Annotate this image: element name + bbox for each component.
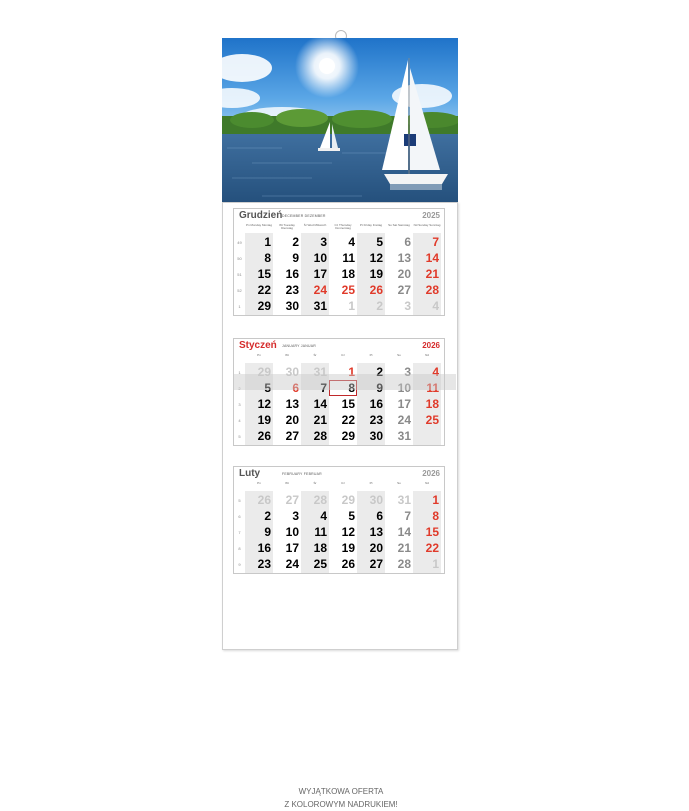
- day-cell: [357, 428, 385, 444]
- day-number: 3: [292, 509, 299, 523]
- sailboat-photo: [222, 38, 458, 223]
- day-number: 1: [264, 235, 271, 249]
- week-number: 9: [238, 562, 241, 567]
- day-cell: [329, 250, 357, 266]
- day-number: 13: [369, 525, 383, 539]
- day-cell: [273, 524, 301, 540]
- day-number: 6: [376, 509, 383, 523]
- day-number: 30: [285, 299, 299, 313]
- day-number: 22: [425, 541, 439, 555]
- day-number: 10: [313, 251, 327, 265]
- day-cell: [385, 250, 413, 266]
- day-number: 5: [264, 381, 271, 395]
- weekday-label: Cz: [341, 353, 345, 357]
- week-number: 52: [237, 288, 242, 293]
- day-cell: [329, 556, 357, 572]
- day-number: 17: [313, 267, 327, 281]
- day-number: 14: [313, 397, 327, 411]
- day-cell: [245, 508, 273, 524]
- day-cell: [413, 508, 441, 524]
- day-number: 11: [426, 381, 439, 395]
- day-number: 25: [313, 557, 327, 571]
- day-number: 5: [376, 235, 383, 249]
- day-cell: [245, 298, 273, 314]
- day-number: 26: [369, 283, 383, 297]
- day-cell: [273, 234, 301, 250]
- day-number: 18: [341, 267, 355, 281]
- footer-line-2: Z KOLOROWYM NADRUKIEM!: [284, 800, 398, 809]
- day-cell: [273, 282, 301, 298]
- sailboat-image: [222, 38, 458, 223]
- weekday-label: Wt: [285, 481, 289, 485]
- day-cell: [385, 412, 413, 428]
- day-number: 22: [341, 413, 355, 427]
- day-number: 26: [257, 493, 271, 507]
- week-number: 3: [238, 402, 241, 407]
- day-number: 1: [432, 493, 439, 507]
- day-cell: [273, 556, 301, 572]
- day-cell: [385, 282, 413, 298]
- day-number: 7: [404, 509, 411, 523]
- day-cell: [301, 250, 329, 266]
- day-number: 21: [397, 541, 411, 555]
- day-number: 28: [397, 557, 411, 571]
- day-number: 3: [320, 235, 327, 249]
- month-subtitle: FEBRUARY FEBRUAR: [282, 472, 322, 476]
- day-number: 7: [320, 381, 327, 395]
- day-cell: [329, 282, 357, 298]
- month-name: Luty: [239, 468, 261, 479]
- day-cell: [357, 234, 385, 250]
- day-cell: [357, 266, 385, 282]
- day-number: 17: [397, 397, 411, 411]
- day-number: 14: [425, 251, 439, 265]
- week-number: 1: [238, 370, 241, 375]
- weekday-label: Śr: [313, 481, 317, 485]
- week-number: 6: [238, 514, 241, 519]
- weekday-label: Nd Sunday Sonntag: [413, 223, 441, 227]
- day-cell: [301, 234, 329, 250]
- week-number: 5: [238, 434, 241, 439]
- day-number: 25: [425, 413, 439, 427]
- day-number: 3: [404, 299, 411, 313]
- day-cell: [245, 556, 273, 572]
- day-cell: [245, 282, 273, 298]
- day-cell: [273, 250, 301, 266]
- month-subtitle: JANUARY JANUAR: [282, 344, 316, 348]
- day-number: 6: [404, 235, 411, 249]
- day-number: 30: [285, 365, 299, 379]
- weekday-label: So Sat Samstag: [388, 223, 410, 227]
- day-cell: [357, 250, 385, 266]
- week-number: 1: [238, 304, 241, 309]
- day-cell: [245, 234, 273, 250]
- day-number: 2: [292, 235, 299, 249]
- month-block-1: [233, 208, 445, 316]
- day-cell: [357, 524, 385, 540]
- weekday-label: Nd: [425, 481, 429, 485]
- day-number: 23: [257, 557, 271, 571]
- day-number: 6: [292, 381, 299, 395]
- weekday-label: Pt Friday Freitag: [359, 223, 383, 227]
- day-cell: [385, 234, 413, 250]
- day-number: 19: [257, 413, 271, 427]
- day-cell: [301, 396, 329, 412]
- day-cell: [357, 492, 385, 508]
- day-cell: [385, 396, 413, 412]
- day-cell: [273, 298, 301, 314]
- weekday-label: Pn Monday Montag: [245, 223, 272, 227]
- date-marker-stripe[interactable]: [233, 374, 456, 390]
- day-cell: [245, 428, 273, 444]
- day-cell: [301, 508, 329, 524]
- day-number: 2: [264, 509, 271, 523]
- day-cell: [385, 266, 413, 282]
- week-number: 51: [237, 272, 242, 277]
- day-cell: [301, 282, 329, 298]
- day-cell: [301, 298, 329, 314]
- week-number: 7: [238, 530, 241, 535]
- day-cell: [273, 428, 301, 444]
- day-cell: [301, 412, 329, 428]
- weekday-label: Śr: [313, 353, 317, 357]
- day-number: 28: [313, 429, 327, 443]
- weekday-label: Pt: [369, 353, 373, 357]
- day-cell: [385, 540, 413, 556]
- day-number: 27: [285, 493, 299, 507]
- day-cell: [413, 556, 441, 572]
- day-cell: [413, 396, 441, 412]
- day-number: 30: [369, 493, 383, 507]
- week-number: 50: [237, 256, 242, 261]
- day-number: 28: [313, 493, 327, 507]
- month-name: Styczeń: [239, 340, 277, 351]
- day-number: 26: [341, 557, 355, 571]
- day-cell: [413, 234, 441, 250]
- weekday-label: So: [397, 353, 401, 357]
- day-cell: [385, 524, 413, 540]
- day-number: 20: [369, 541, 383, 555]
- day-grid: [234, 224, 444, 316]
- day-number: 16: [369, 397, 383, 411]
- day-cell: [245, 492, 273, 508]
- day-number: 31: [397, 429, 411, 443]
- day-cell: [357, 282, 385, 298]
- day-cell: [385, 428, 413, 444]
- weekday-label: Śr Wed Mittwoch: [303, 223, 327, 227]
- weekday-label: Cz Thursday Donnerstag: [334, 223, 352, 230]
- day-grid: [234, 482, 444, 574]
- day-cell: [329, 266, 357, 282]
- day-number: 30: [369, 429, 383, 443]
- day-number: 21: [425, 267, 439, 281]
- day-cell: [301, 556, 329, 572]
- day-cell: [301, 266, 329, 282]
- day-cell: [329, 540, 357, 556]
- day-number: 8: [348, 381, 355, 395]
- day-cell: [357, 508, 385, 524]
- day-number: 10: [285, 525, 299, 539]
- day-cell: [301, 540, 329, 556]
- day-cell: [245, 412, 273, 428]
- day-number: 29: [257, 365, 271, 379]
- month-subtitle: DECEMBER DEZEMBER: [282, 214, 326, 218]
- day-cell: [357, 540, 385, 556]
- week-number: 4: [238, 418, 241, 423]
- day-number: 8: [264, 251, 271, 265]
- day-cell: [385, 556, 413, 572]
- day-cell: [413, 428, 441, 444]
- day-number: 4: [432, 365, 439, 379]
- weekday-label: Pt: [369, 481, 373, 485]
- week-number: 2: [238, 386, 241, 391]
- day-number: 29: [341, 493, 355, 507]
- day-number: 4: [320, 509, 327, 523]
- day-number: 19: [369, 267, 383, 281]
- day-cell: [385, 492, 413, 508]
- day-number: 4: [432, 299, 439, 313]
- month-header: [234, 467, 444, 481]
- day-cell: [413, 250, 441, 266]
- day-number: 13: [285, 397, 299, 411]
- day-number: 22: [257, 283, 271, 297]
- day-number: 24: [285, 557, 299, 571]
- weekday-label: Nd: [425, 353, 429, 357]
- day-cell: [329, 524, 357, 540]
- day-number: 18: [313, 541, 327, 555]
- day-number: 18: [425, 397, 439, 411]
- day-number: 27: [397, 283, 411, 297]
- day-number: 1: [348, 299, 355, 313]
- day-number: 14: [397, 525, 411, 539]
- day-number: 5: [348, 509, 355, 523]
- month-block-2: [233, 338, 445, 446]
- day-number: 23: [285, 283, 299, 297]
- month-header: [234, 339, 444, 353]
- day-cell: [245, 266, 273, 282]
- weekday-label: Wt: [285, 353, 289, 357]
- day-number: 31: [313, 299, 327, 313]
- day-number: 21: [313, 413, 327, 427]
- day-number: 20: [285, 413, 299, 427]
- day-cell: [413, 298, 441, 314]
- day-number: 19: [341, 541, 355, 555]
- day-cell: [273, 412, 301, 428]
- day-number: 9: [264, 525, 271, 539]
- day-number: 2: [376, 365, 383, 379]
- day-cell: [413, 266, 441, 282]
- week-number: 5: [238, 498, 241, 503]
- day-number: 27: [369, 557, 383, 571]
- day-number: 10: [397, 381, 411, 395]
- day-number: 9: [376, 381, 383, 395]
- day-number: 12: [257, 397, 271, 411]
- day-cell: [413, 282, 441, 298]
- day-number: 17: [285, 541, 299, 555]
- weekday-label: Pn: [257, 481, 261, 485]
- day-cell: [385, 298, 413, 314]
- day-cell: [245, 524, 273, 540]
- day-number: 15: [257, 267, 271, 281]
- weekday-label: Pn: [257, 353, 261, 357]
- month-name: Grudzień: [239, 210, 283, 221]
- day-number: 7: [432, 235, 439, 249]
- day-number: 4: [348, 235, 355, 249]
- day-number: 31: [313, 365, 327, 379]
- day-cell: [329, 298, 357, 314]
- day-cell: [301, 492, 329, 508]
- month-year: 2026: [422, 341, 440, 350]
- month-header: [234, 209, 444, 223]
- footer-text: [223, 785, 459, 811]
- day-number: 24: [313, 283, 327, 297]
- day-number: 9: [292, 251, 299, 265]
- day-cell: [413, 524, 441, 540]
- day-number: 1: [432, 557, 439, 571]
- day-number: 23: [369, 413, 383, 427]
- day-grid: [234, 354, 444, 446]
- day-cell: [245, 250, 273, 266]
- day-cell: [329, 412, 357, 428]
- day-cell: [329, 234, 357, 250]
- day-cell: [273, 492, 301, 508]
- day-number: 2: [376, 299, 383, 313]
- day-cell: [273, 508, 301, 524]
- day-number: 11: [342, 251, 355, 265]
- weekday-label: Wt Tuesday Dienstag: [279, 223, 295, 230]
- weekday-label: Cz: [341, 481, 345, 485]
- day-cell: [357, 556, 385, 572]
- weekday-label: So: [397, 481, 401, 485]
- day-cell: [301, 524, 329, 540]
- day-number: 12: [369, 251, 383, 265]
- day-cell: [273, 540, 301, 556]
- day-cell: [329, 492, 357, 508]
- day-cell: [385, 508, 413, 524]
- day-cell: [273, 396, 301, 412]
- day-number: 15: [425, 525, 439, 539]
- day-number: 3: [404, 365, 411, 379]
- month-block-3: [233, 466, 445, 574]
- day-cell: [245, 540, 273, 556]
- day-cell: [413, 540, 441, 556]
- day-number: 28: [425, 283, 439, 297]
- month-year: 2025: [422, 211, 440, 220]
- day-number: 20: [397, 267, 411, 281]
- day-number: 24: [397, 413, 411, 427]
- footer-line-1: WYJĄTKOWA OFERTA: [298, 787, 384, 796]
- day-number: 27: [285, 429, 299, 443]
- day-cell: [301, 428, 329, 444]
- day-cell: [329, 428, 357, 444]
- day-number: 13: [397, 251, 411, 265]
- wall-calendar: [222, 30, 458, 809]
- day-cell: [357, 298, 385, 314]
- day-number: 1: [348, 365, 355, 379]
- day-cell: [357, 412, 385, 428]
- day-cell: [329, 396, 357, 412]
- week-number: 49: [237, 240, 242, 245]
- day-number: 29: [257, 299, 271, 313]
- day-number: 26: [257, 429, 271, 443]
- day-cell: [329, 508, 357, 524]
- day-number: 11: [314, 525, 327, 539]
- day-number: 29: [341, 429, 355, 443]
- day-number: 16: [257, 541, 271, 555]
- week-number: 8: [238, 546, 241, 551]
- day-cell: [413, 492, 441, 508]
- day-number: 15: [341, 397, 355, 411]
- day-cell: [357, 396, 385, 412]
- day-cell: [413, 412, 441, 428]
- month-year: 2026: [422, 469, 440, 478]
- day-number: 31: [397, 493, 411, 507]
- day-cell: [245, 396, 273, 412]
- day-number: 12: [341, 525, 355, 539]
- day-number: 8: [432, 509, 439, 523]
- day-number: 16: [285, 267, 299, 281]
- day-cell: [273, 266, 301, 282]
- day-number: 25: [341, 283, 355, 297]
